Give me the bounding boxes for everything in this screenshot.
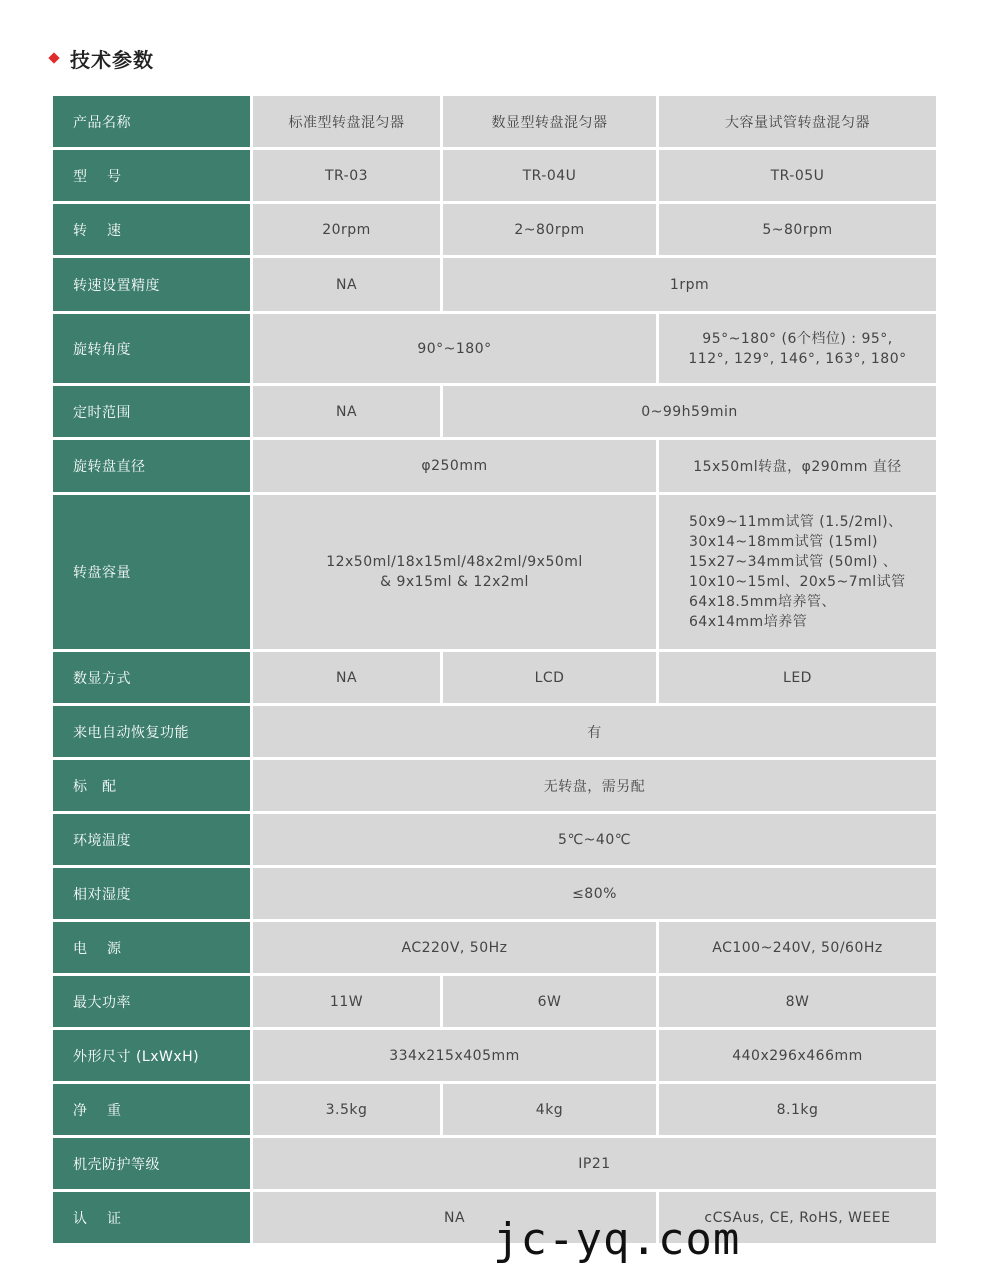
table-row-model [52,149,938,203]
cell: NA [252,257,442,313]
header-col-3: 大容量试管转盘混匀器 [658,95,938,149]
table-row-display [52,651,938,705]
table-row-header [52,95,938,149]
cell: 5~80rpm [658,203,938,257]
row-label: 标 配 [52,759,252,813]
cell: 334x215x405mm [252,1029,658,1083]
cell: AC100~240V, 50/60Hz [658,921,938,975]
cell: TR-05U [658,149,938,203]
section-title [50,44,154,72]
spec-table [50,93,939,1246]
table-row-maxpower [52,975,938,1029]
cell: 无转盘，需另配 [252,759,938,813]
row-label: 电 源 [52,921,252,975]
table-row-speed [52,203,938,257]
cell: TR-04U [442,149,658,203]
cell: LED [658,651,938,705]
cell: 95°~180° (6个档位) : 95°, 112°, 129°, 146°, 163°, 180° [658,313,938,385]
row-label: 认 证 [52,1191,252,1245]
row-label: 旋转盘直径 [52,439,252,494]
cell: 2~80rpm [442,203,658,257]
cell: cCSAus, CE, RoHS, WEEE [658,1191,938,1245]
cell: 90°~180° [252,313,658,385]
table-row-diameter [52,439,938,494]
table-row-humidity [52,867,938,921]
table-row-capacity [52,494,938,651]
watermark-text: jc-yq.com [493,1214,741,1265]
table-row-precision [52,257,938,313]
table-row-power [52,921,938,975]
section-title-text: 技术参数 [70,47,154,72]
cell: NA [252,1191,658,1245]
cell: 12x50ml/18x15ml/48x2ml/9x50ml & 9x15ml & 12x2ml [252,494,658,651]
row-label: 转速设置精度 [52,257,252,313]
cell: 4kg [442,1083,658,1137]
cell: 1rpm [442,257,938,313]
table-row-weight [52,1083,938,1137]
row-label: 机壳防护等级 [52,1137,252,1191]
cell: 440x296x466mm [658,1029,938,1083]
row-label: 最大功率 [52,975,252,1029]
table-row-temp [52,813,938,867]
row-label: 定时范围 [52,385,252,439]
cell: 15x50ml转盘，φ290mm 直径 [658,439,938,494]
cell: NA [252,651,442,705]
header-col-1: 标准型转盘混匀器 [252,95,442,149]
table-row-size [52,1029,938,1083]
cell: 8W [658,975,938,1029]
cell: 8.1kg [658,1083,938,1137]
row-label: 转盘容量 [52,494,252,651]
cell: LCD [442,651,658,705]
row-label: 数显方式 [52,651,252,705]
header-col-2: 数显型转盘混匀器 [442,95,658,149]
table-row-recovery [52,705,938,759]
cell: φ250mm [252,439,658,494]
cell: 有 [252,705,938,759]
table-row-angle [52,313,938,385]
row-label: 环境温度 [52,813,252,867]
table-row-ip [52,1137,938,1191]
table-row-standard [52,759,938,813]
cell: ≤80% [252,867,938,921]
cell: 3.5kg [252,1083,442,1137]
cell: AC220V, 50Hz [252,921,658,975]
cell: 50x9~11mm试管 (1.5/2ml)、 30x14~18mm试管 (15ml) 15x27~34mm试管 (50ml) 、 10x10~15ml、20x5~7ml试管 64x18.5mm培养管、 64x14mm培养管 [658,494,938,651]
row-label: 相对湿度 [52,867,252,921]
row-label: 旋转角度 [52,313,252,385]
cell: 20rpm [252,203,442,257]
cell: IP21 [252,1137,938,1191]
cell: TR-03 [252,149,442,203]
cell: 6W [442,975,658,1029]
cell: 5℃~40℃ [252,813,938,867]
diamond-bullet-icon [48,52,59,63]
cell: NA [252,385,442,439]
header-label: 产品名称 [52,95,252,149]
row-label: 来电自动恢复功能 [52,705,252,759]
row-label: 转 速 [52,203,252,257]
cell: 11W [252,975,442,1029]
row-label: 外形尺寸 (LxWxH) [52,1029,252,1083]
table-row-timer [52,385,938,439]
cell: 0~99h59min [442,385,938,439]
row-label: 型 号 [52,149,252,203]
row-label: 净 重 [52,1083,252,1137]
